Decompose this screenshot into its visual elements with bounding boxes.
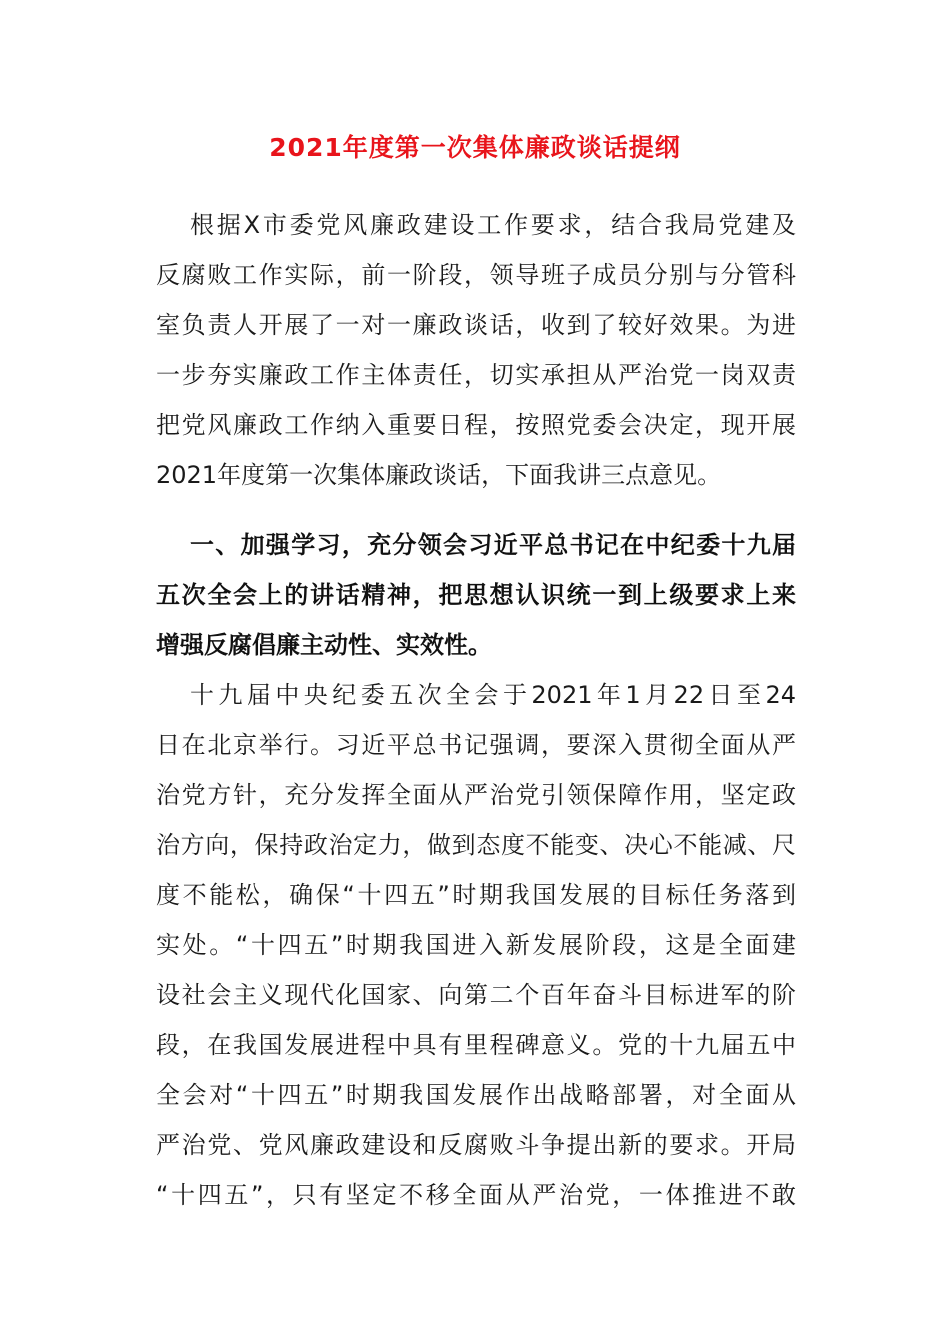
text-line: 2021年度第一次集体廉政谈话，下面我讲三点意见。 [156,461,722,489]
text-line: 治党方针，充分发挥全面从严治党引领保障作用，坚定政 [156,781,796,809]
heading-line: 一、加强学习，充分领会习近平总书记在中纪委十九届 [190,531,796,559]
text-line: 十九届中央纪委五次全会于2021年1月22日至24 [190,681,796,709]
text-line: 把党风廉政工作纳入重要日程，按照党委会决定，现开展 [156,411,796,439]
section-1-paragraph [156,670,796,1220]
text-line: 一步夯实廉政工作主体责任，切实承担从严治党一岗双责 [156,361,796,389]
text-line: 段，在我国发展进程中具有里程碑意义。党的十九届五中 [156,1031,796,1059]
text-line: 治方向，保持政治定力，做到态度不能变、决心不能减、尺 [156,831,796,859]
text-line: 根据X市委党风廉政建设工作要求，结合我局党建及 [190,211,796,239]
text-line: 度不能松，确保“十四五”时期我国发展的目标任务落到 [156,881,796,909]
text-line: 日在北京举行。习近平总书记强调，要深入贯彻全面从严 [156,731,796,759]
text-line: 设社会主义现代化国家、向第二个百年奋斗目标进军的阶 [156,981,796,1009]
text-line: “十四五”，只有坚定不移全面从严治党，一体推进不敢 [156,1181,796,1209]
text-line: 严治党、党风廉政建设和反腐败斗争提出新的要求。开局 [156,1131,796,1159]
text-line: 实处。“十四五”时期我国进入新发展阶段，这是全面建 [156,931,796,959]
text-line: 反腐败工作实际，前一阶段，领导班子成员分别与分管科 [156,261,796,289]
text-line: 全会对“十四五”时期我国发展作出战略部署，对全面从 [156,1081,796,1109]
heading-line: 五次全会上的讲话精神，把思想认识统一到上级要求上来 [156,581,796,609]
document-title: 2021年度第一次集体廉政谈话提纲 [269,133,681,162]
text-line: 室负责人开展了一对一廉政谈话，收到了较好效果。为进 [156,311,796,339]
section-heading-1 [156,520,796,670]
intro-paragraph [156,200,796,500]
heading-line: 增强反腐倡廉主动性、实效性。 [156,631,492,659]
